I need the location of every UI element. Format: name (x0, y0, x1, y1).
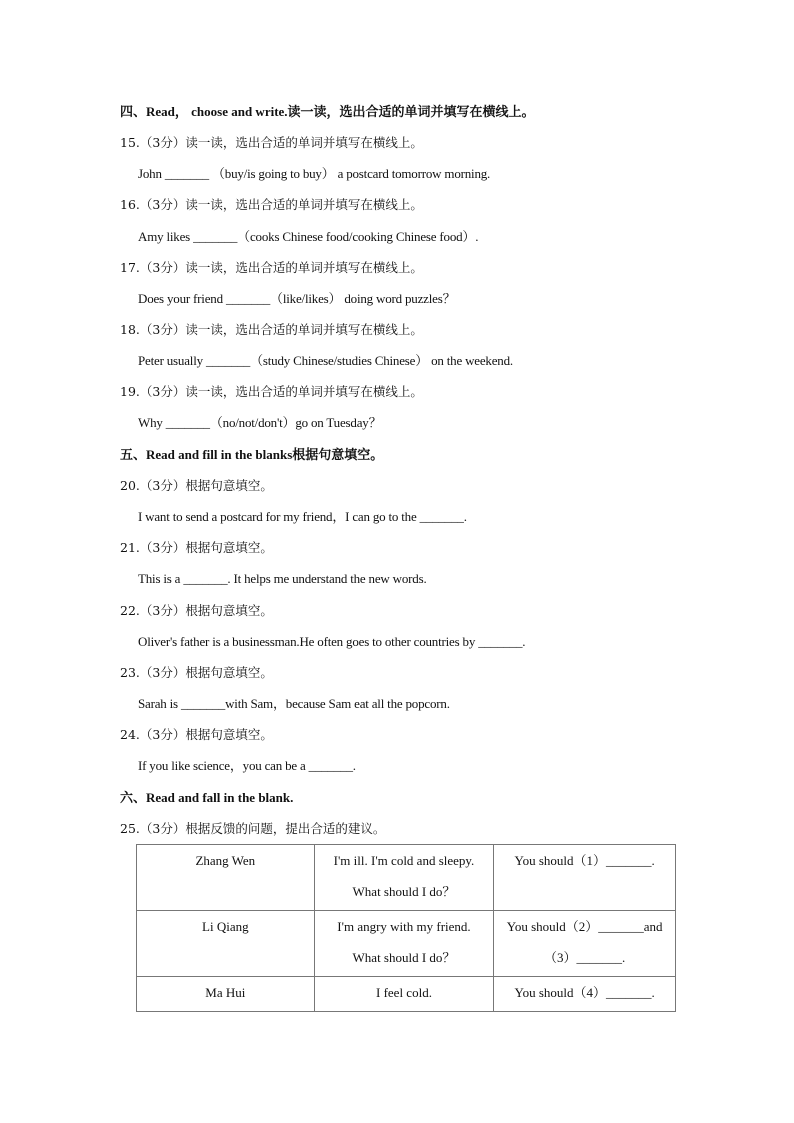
question-20-blank[interactable]: _______ (419, 509, 464, 524)
question-24-sentence: If you like science，you can be a _______. (138, 758, 356, 773)
table-cell-advice[interactable]: You should（4）_______. (494, 977, 676, 1012)
table-cell-problem: I feel cold. (314, 977, 494, 1012)
question-18-stem: 18.（3分）读一读，选出合适的单词并填写在横线上。 (120, 322, 423, 337)
question-18-blank[interactable]: _______ (205, 353, 251, 368)
question-22-stem: 22.（3分）根据句意填空。 (120, 603, 273, 618)
table-row (137, 977, 676, 1012)
question-20-sentence: I want to send a postcard for my friend，I can go to the _______. (138, 509, 467, 524)
table-cell-name: Zhang Wen (137, 845, 315, 911)
question-21-stem: 21.（3分）根据句意填空。 (120, 540, 273, 555)
question-25-stem: 25.（3分）根据反馈的问题，提出合适的建议。 (120, 821, 386, 836)
table-cell-advice[interactable]: You should（2）_______and （3）_______. (494, 911, 676, 977)
table-cell-advice[interactable]: You should（1）_______. (494, 845, 676, 911)
table-cell-problem: I'm angry with my friend. What should I do？ (314, 911, 494, 977)
question-22-sentence: Oliver's father is a businessman.He often goes to other countries by _______. (138, 634, 526, 649)
question-17-sentence: Does your friend _______（like/likes） doing word puzzles？ (138, 291, 456, 306)
question-23-sentence: Sarah is _______with Sam，because Sam eat all the popcorn. (138, 696, 450, 711)
table-cell-problem: I'm ill. I'm cold and sleepy. What should I do？ (314, 845, 494, 911)
section-4-heading: 四、Read， choose and write.读一读，选出合适的单词并填写在横线上。 (120, 104, 535, 119)
question-17-stem: 17.（3分）读一读，选出合适的单词并填写在横线上。 (120, 260, 423, 275)
question-24-blank[interactable]: _______ (308, 758, 353, 773)
section-5-heading: 五、Read and fill in the blanks根据句意填空。 (120, 447, 384, 462)
question-15-blank[interactable]: _______ (164, 166, 209, 181)
feedback-table (136, 844, 676, 1012)
question-19-blank[interactable]: _______ (165, 415, 210, 430)
question-21-blank[interactable]: _______ (183, 571, 228, 586)
question-19-sentence: Why _______（no/not/don't）go on Tuesday？ (138, 415, 382, 430)
question-16-blank[interactable]: _______ (193, 229, 238, 244)
question-16-sentence: Amy likes _______（cooks Chinese food/cooking Chinese food）. (138, 229, 479, 244)
question-15-sentence: John _______ （buy/is going to buy） a postcard tomorrow morning. (138, 166, 491, 181)
question-24-stem: 24.（3分）根据句意填空。 (120, 727, 273, 742)
table-cell-name: Ma Hui (137, 977, 315, 1012)
section-6-heading: 六、Read and fall in the blank. (120, 790, 294, 805)
question-16-stem: 16.（3分）读一读，选出合适的单词并填写在横线上。 (120, 197, 423, 212)
table-row (137, 845, 676, 911)
question-21-sentence: This is a _______. It helps me understand the new words. (138, 571, 427, 586)
question-20-stem: 20.（3分）根据句意填空。 (120, 478, 273, 493)
question-18-sentence: Peter usually _______（study Chinese/studies Chinese） on the weekend. (138, 353, 513, 368)
question-15-stem: 15.（3分）读一读，选出合适的单词并填写在横线上。 (120, 135, 423, 150)
table-row (137, 911, 676, 977)
question-22-blank[interactable]: _______ (478, 634, 523, 649)
question-23-blank[interactable]: _______ (180, 696, 226, 711)
question-23-stem: 23.（3分）根据句意填空。 (120, 665, 273, 680)
table-cell-name: Li Qiang (137, 911, 315, 977)
question-17-blank[interactable]: _______ (225, 291, 271, 306)
question-19-stem: 19.（3分）读一读，选出合适的单词并填写在横线上。 (120, 384, 423, 399)
